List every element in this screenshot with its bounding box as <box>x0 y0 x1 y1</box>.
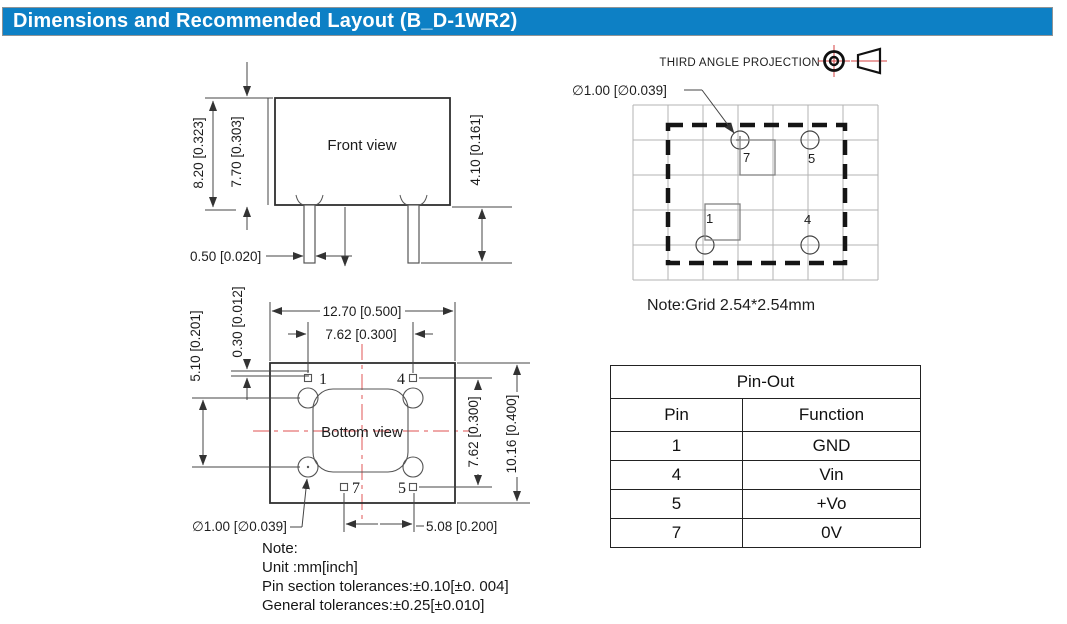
third-angle-projection <box>659 45 887 77</box>
layout-pad-squares <box>705 140 775 240</box>
pin-function: +Vo <box>743 490 921 519</box>
table-row <box>611 519 921 548</box>
bottom-pin5-label: 5 <box>398 480 406 497</box>
note-unit: Unit :mm[inch] <box>262 559 358 576</box>
table-row <box>611 490 921 519</box>
dim-front-height-total: 8.20 [0.323] <box>191 117 206 189</box>
dim-front-pin-width: 0.50 [0.020] <box>190 249 262 264</box>
notes-block <box>262 539 509 615</box>
pinout-col-function: Function <box>743 399 921 432</box>
pin-function: Vin <box>743 461 921 490</box>
front-view <box>190 62 512 266</box>
pin-number: 7 <box>611 519 743 548</box>
layout-hole-circles <box>696 131 819 254</box>
bottom-pin7-label: 7 <box>352 480 360 497</box>
pinout-title: Pin-Out <box>611 366 921 399</box>
layout-pin5-label: 5 <box>808 151 816 166</box>
dim-front-height-body: 7.70 [0.303] <box>229 116 244 188</box>
front-pin-right <box>408 205 419 263</box>
projection-label: THIRD ANGLE PROJECTION <box>659 57 820 69</box>
bottom-pin4-label: 4 <box>397 371 405 388</box>
pin-function: GND <box>743 432 921 461</box>
front-pin-left <box>304 205 315 263</box>
pin-function: 0V <box>743 519 921 548</box>
front-view-label: Front view <box>327 137 397 154</box>
layout-pin1-label: 1 <box>706 211 714 226</box>
dim-bottom-width: 12.70 [0.500] <box>322 304 402 319</box>
layout-pin4-label: 4 <box>804 212 812 227</box>
note-title: Note: <box>262 540 298 557</box>
dim-bottom-left-span: 5.10 [0.201] <box>188 310 203 382</box>
dim-front-pin-length: 4.10 [0.161] <box>468 114 483 186</box>
pinout-col-pin: Pin <box>611 399 743 432</box>
pin-number: 5 <box>611 490 743 519</box>
bottom-pin1-label: 1 <box>319 371 327 388</box>
dim-bottom-pin-pitch-y: 7.62 [0.300] <box>466 396 481 468</box>
table-row <box>611 432 921 461</box>
pin-number: 4 <box>611 461 743 490</box>
note-pin-tolerance: Pin section tolerances:±0.10[±0. 004] <box>262 578 509 595</box>
layout-pin7-label: 7 <box>743 150 751 165</box>
dim-bottom-depth: 10.16 [0.400] <box>504 394 519 474</box>
recommended-layout <box>572 83 878 314</box>
pinout-table <box>610 365 921 548</box>
pin-number: 1 <box>611 432 743 461</box>
dim-bottom-pin75-span: 5.08 [0.200] <box>426 519 498 534</box>
table-row <box>611 461 921 490</box>
dim-bottom-pin-pitch-x: 7.62 [0.300] <box>325 327 397 342</box>
layout-hole-callout: ∅1.00 [∅0.039] <box>572 83 667 98</box>
dim-bottom-pin-offset: 0.30 [0.012] <box>230 286 245 358</box>
page-title: Dimensions and Recommended Layout (B_D-1WR2) <box>13 10 518 32</box>
grid-note: Note:Grid 2.54*2.54mm <box>647 297 816 314</box>
note-general-tolerance: General tolerances:±0.25[±0.010] <box>262 597 485 614</box>
dim-bottom-hole: ∅1.00 [∅0.039] <box>192 519 287 534</box>
bottom-view-label: Bottom view <box>321 424 403 441</box>
bottom-view <box>188 286 530 534</box>
